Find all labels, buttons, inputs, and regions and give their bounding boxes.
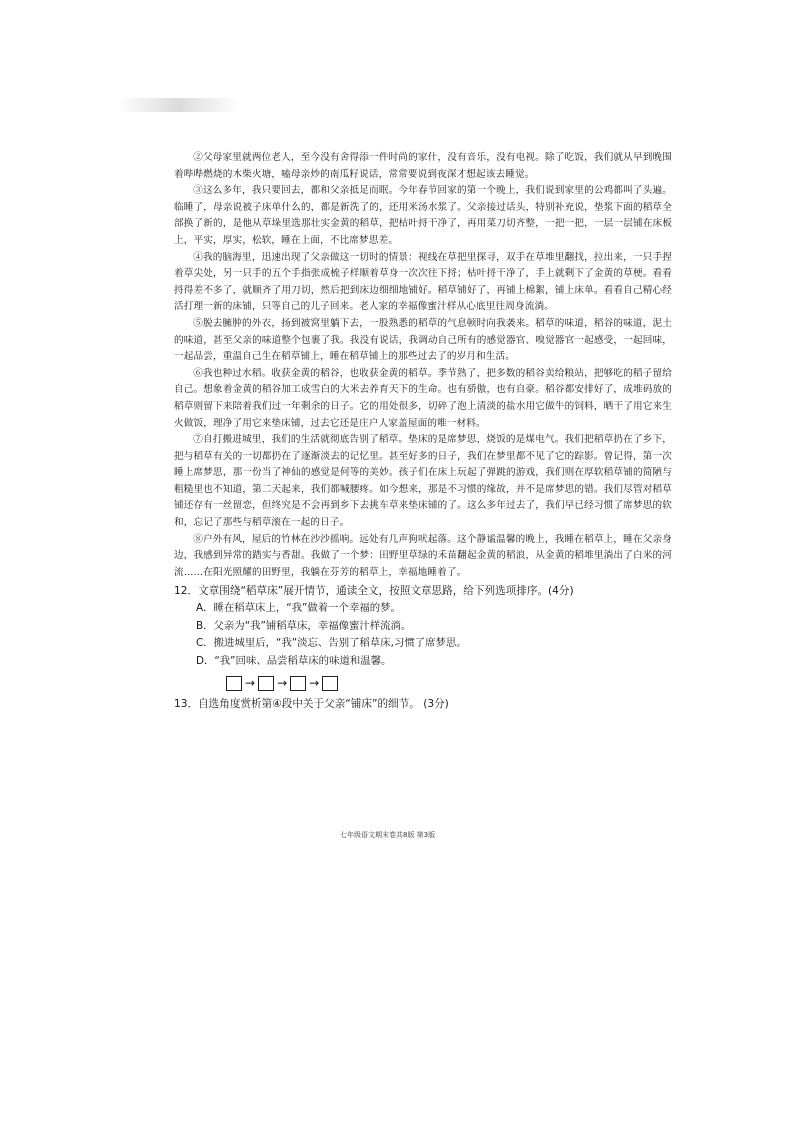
answer-box-4[interactable] [322,676,338,691]
paragraph-5: ⑤脱去臃肿的外衣，扬到被窝里躺下去，一股熟悉的稻草的气息顿时向我袭来。稻草的味道，稻谷的味道，泥土的味道，甚至父亲的味道整个包裹了我。我没有说话，我调动自己所有的感觉器官、嗅觉器官一起感受，一起回味，一起品尝，重温自己生在稻草铺上，睡在稻草铺上的那些过去了的岁月和生活。 [174,317,672,363]
paragraph-6: ⑥我也种过水稻。收获金黄的稻谷，也收获金黄的稻草。季节熟了，把多数的稻谷卖给粮站，把够吃的稻子留给自己。想象着金黄的稻谷加工成雪白的大米去养育天下的生命。也有骄傲，也有自豪。稻谷都安排好了，成堆码放的稻草则留下来陪着我们过一年剩余的日子。它的用处很多，切碎了泡上清淡的盐水用它做牛的饲料，晒干了用它来生火做饭，理净了用它来垫床铺，过去它还是庄户人家盖屋面的唯一材料。 [174,367,672,429]
arrow-icon: → [277,675,288,690]
exam-page [174,150,672,713]
answer-box-1[interactable] [226,676,242,691]
questions-section [174,583,672,713]
option-d: D．“我”回味、品尝稻草床的味道和温馨。 [196,654,392,667]
arrow-icon: → [309,675,320,690]
paragraph-7: ⑦自打搬进城里，我们的生活就彻底告别了稻草。垫床的是席梦思，烧饭的是煤电气。我们把稻草扔在了乡下，把与稻草有关的一切都扔在了逐渐淡去的记忆里。甚至好多的日子，我们在梦里都不见了它的踪影。曾记得，第一次睡上席梦思，那一份当了神仙的感觉是何等的美妙。孩子们在床上玩起了弹跳的游戏，我们则在厚软稻草铺的简陋与粗糙里也不知道，第二天起来，我们都喊腰疼。如今想来，那是不习惯的缘故，并不是席梦思的错。我们尽管对稻草铺还存有一丝留恋，但终究是不会再到乡下去挑车草来垫床铺的了。这么多年过去了，我们早已经习惯了席梦思的软和，忘记了那些与稻草滚在一起的日子。 [174,434,672,529]
question-12: 12．文章围绕“稻草床”展开情节，通读全文，按照文章思路，给下列选项排序。(4分) [174,585,574,598]
scan-smudge [118,98,238,112]
option-c: C．搬进城里后，“我”淡忘、告别了稻草床,习惯了席梦思。 [196,637,467,650]
answer-box-2[interactable] [258,676,274,691]
reading-passage [174,150,672,581]
answer-box-3[interactable] [290,676,306,691]
paragraph-4: ④我的脑海里，迅速出现了父亲做这一切时的情景：视线在草把里探寻，双手在草堆里翻找，拉出来，一只手捏着草尖处，另一只手的五个手指张成梳子样顺着草身一次次往下捋；枯叶捋干净了，手上就剩下了金黄的草梗。看看捋得差不多了，就顺齐了用刀切，然后把到床边细细地铺好。稻草铺好了，再铺上棉絮，铺上床单。看看自己精心经活打理一新的床铺，只等自己的儿子回来。老人家的幸福像蜜汁样从心底里往周身流淌。 [174,251,672,313]
paragraph-8: ⑧户外有风，屋后的竹林在沙沙摇响。远处有几声狗吠起落。这个静谧温馨的晚上，我睡在稻草上，睡在父亲身边，我感到异常的踏实与香甜。我做了一个梦：田野里草绿的禾苗翻起金黄的稻浪，从金黄的稻堆里淌出了白米的河流……在阳光照耀的田野里，我躺在芬芳的稻草上，幸福地睡着了。 [174,533,672,578]
page-footer: 七年级语文期末卷共8版 第3版 [340,831,436,839]
paragraph-2: ②父母家里就两位老人，至今没有舍得添一件时尚的家什，没有音乐，没有电视。除了吃饭，我们就从早到晚围着哔哔燃烧的木柴火塘，嗑母亲炒的南瓜籽说话，常常要说到夜深才想起该去睡觉。 [174,152,672,180]
option-a: A．睡在稻草床上，“我”做着一个幸福的梦。 [196,602,401,615]
arrow-icon: → [245,675,256,690]
option-b: B．父亲为“我”铺稻草床，幸福像蜜汁样流淌。 [196,619,412,632]
paragraph-3: ③这么多年，我只要回去，都和父亲抵足而眠。今年春节回家的第一个晚上，我们说到家里的公鸡都叫了头遍。临睡了，母亲说被子床单什么的，都是新洗了的，还用米汤水浆了。父亲接过话头，特别补充说，垫浆下面的稻草全部换了新的，是他从草垛里选那壮实金黄的稻草，把枯叶捋干净了，再用菜刀切齐整，一把一把，一层一层铺在床板上，平实，厚实，松软，睡在上面，不比席梦思差。 [174,185,672,246]
question-13: 13．自选角度赏析第④段中关于父亲“铺床”的细节。 (3分) [174,698,449,711]
answer-order-row [226,673,672,693]
